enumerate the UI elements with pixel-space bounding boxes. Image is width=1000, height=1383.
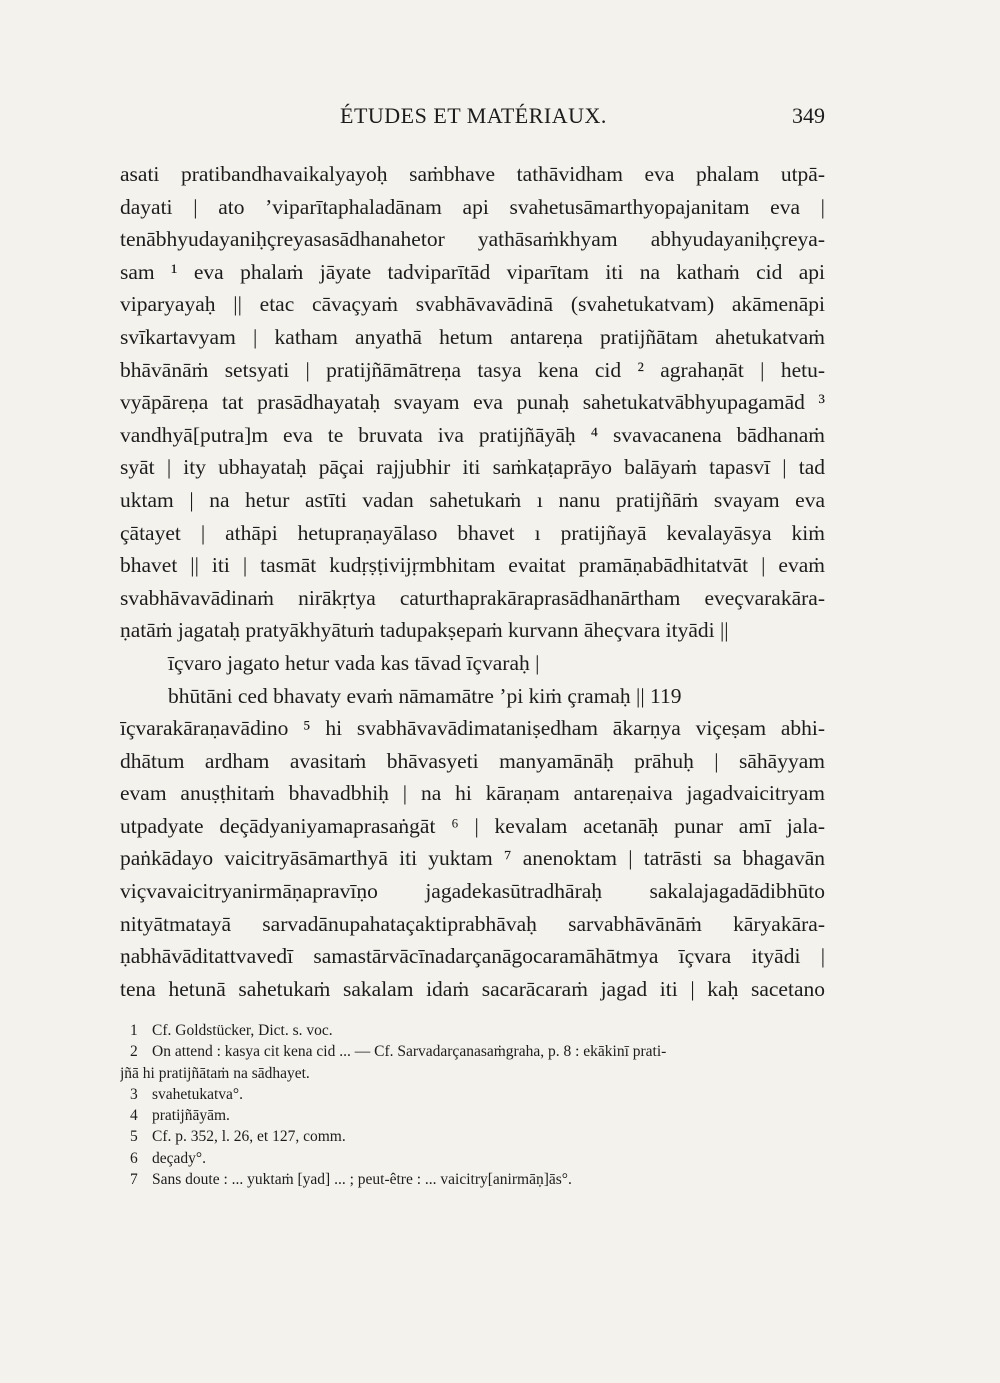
page-number: 349 (792, 103, 825, 128)
body-text (120, 158, 825, 1005)
text-line: bhāvānāṁ setsyati | pratijñāmātreṇa tasya kena cid ² agrahaṇāt | hetu- (120, 357, 825, 382)
footnote (120, 1105, 825, 1126)
text-line: svīkartavyam | katham anyathā hetum antareṇa pratijñātam ahetukatvaṁ (120, 324, 825, 349)
footnote-number: 4 (130, 1107, 138, 1125)
verse-line: bhūtāni ced bhavaty evaṁ nāmamātre ’pi kiṁ çramaḥ || 119 (168, 683, 682, 708)
text-line: sam ¹ eva phalaṁ jāyate tadviparītād viparītam iti na kathaṁ cid api (120, 259, 825, 284)
footnote (120, 1126, 825, 1147)
text-line: uktam | na hetur astīti vadan sahetukaṁ ı nanu pratijñāṁ svayam eva (120, 487, 825, 512)
footnote-number: 7 (130, 1171, 138, 1189)
text-line: ṇatāṁ jagataḥ pratyākhyātuṁ tadupakṣepaṁ kurvann āheçvara ityādi || (120, 618, 729, 643)
footnote-number: 3 (130, 1085, 138, 1103)
footnote (120, 1169, 825, 1190)
text-line: tena hetunā sahetukaṁ sakalam idaṁ sacarācaraṁ jagad iti | kaḥ sacetano (120, 976, 825, 1001)
footnote-text: Sans doute : ... yuktaṁ [yad] ... ; peut-être : ... vaicitry[anirmāṇ]ās°. (152, 1171, 572, 1189)
footnote (120, 1020, 825, 1041)
footnote (120, 1084, 825, 1105)
text-line: vyāpāreṇa tat prasādhayataḥ svayam eva punaḥ sahetukatvābhyupagamād ³ (120, 390, 825, 415)
footnote-text: jñā hi pratijñātaṁ na sādhayet. (120, 1064, 310, 1082)
text-line: viçvavaicitryanirmāṇapravīṇo jagadekasūtradhāraḥ sakalajagadādibhūto (120, 879, 825, 904)
text-line: dhātum ardham avasitaṁ bhāvasyeti manyamānāḥ prāhuḥ | sāhāyyam (120, 748, 825, 773)
text-line: dayati | ato ’viparītaphaladānam api svahetusāmarthyopajanitam eva | (120, 194, 825, 219)
footnote (120, 1041, 825, 1062)
text-line: nityātmatayā sarvadānupahataçaktiprabhāvaḥ sarvabhāvānāṁ kāryakāra- (120, 911, 825, 936)
footnote-text: Cf. p. 352, l. 26, et 127, comm. (152, 1128, 346, 1146)
text-line: paṅkādayo vaicitryāsāmarthyā iti yuktam ⁷ anenoktam | tatrāsti sa bhagavān (120, 846, 825, 871)
text-line: vandhyā[putra]m eva te bruvata iva pratijñāyāḥ ⁴ svavacanena bādhanaṁ (120, 422, 825, 447)
text-line: ṇabhāvāditattvavedī samastārvācīnadarçanāgocaramāhātmya īçvara ityādi | (120, 944, 825, 969)
footnote-number: 6 (130, 1149, 138, 1167)
text-line: çātayet | athāpi hetupraṇayālaso bhavet ı pratijñayā kevalayāsya kiṁ (120, 520, 825, 545)
footnote-text: pratijñāyām. (152, 1107, 230, 1125)
footnote (120, 1148, 825, 1169)
text-line: bhavet || iti | tasmāt kudṛṣṭivijṛmbhitam evaitat pramāṇabādhitatvāt | evaṁ (120, 553, 825, 578)
text-line: syāt | ity ubhayataḥ pāçai rajjubhir iti saṁkaṭaprāyo balāyaṁ tapasvī | tad (120, 455, 825, 480)
text-line: tenābhyudayaniḥçreyasasādhanahetor yathāsaṁkhyam abhyudayaniḥçreya- (120, 227, 825, 252)
footnote-text: On attend : kasya cit kena cid ... — Cf. Sarvadarçanasaṁgraha, p. 8 : ekākinī prati- (152, 1043, 667, 1061)
text-line: evam anuṣṭhitaṁ bhavadbhiḥ | na hi kāraṇam antareṇaiva jagadvaicitryam (120, 781, 825, 806)
verse-line: īçvaro jagato hetur vada kas tāvad īçvaraḥ | (168, 650, 540, 675)
footnote-text: svahetukatva°. (152, 1085, 243, 1103)
footnote-number: 1 (130, 1022, 138, 1039)
running-title: ÉTUDES ET MATÉRIAUX. (340, 103, 607, 128)
text-line: viparyayaḥ || etac cāvaçyaṁ svabhāvavādinā (svahetukatvam) akāmenāpi (120, 292, 825, 317)
footnote-number: 2 (130, 1043, 138, 1061)
footnote-number: 5 (130, 1128, 138, 1146)
running-header (120, 103, 825, 133)
text-line: asati pratibandhavaikalyayoḥ saṁbhave tathāvidham eva phalam utpā- (120, 162, 825, 186)
footnote-text: deçady°. (152, 1149, 206, 1167)
footnotes (120, 1020, 825, 1190)
text-line: utpadyate deçādyaniyamaprasaṅgāt ⁶ | kevalam acetanāḥ punar amī jala- (120, 813, 825, 838)
text-line: īçvarakāraṇavādino ⁵ hi svabhāvavādimataniṣedham ākarṇya viçeṣam abhi- (120, 716, 825, 741)
text-line: svabhāvavādinaṁ nirākṛtya caturthaprakāraprasādhanārtham eveçvarakāra- (120, 585, 825, 610)
footnote-continuation (120, 1063, 825, 1084)
footnote-text: Cf. Goldstücker, Dict. s. voc. (152, 1022, 333, 1039)
